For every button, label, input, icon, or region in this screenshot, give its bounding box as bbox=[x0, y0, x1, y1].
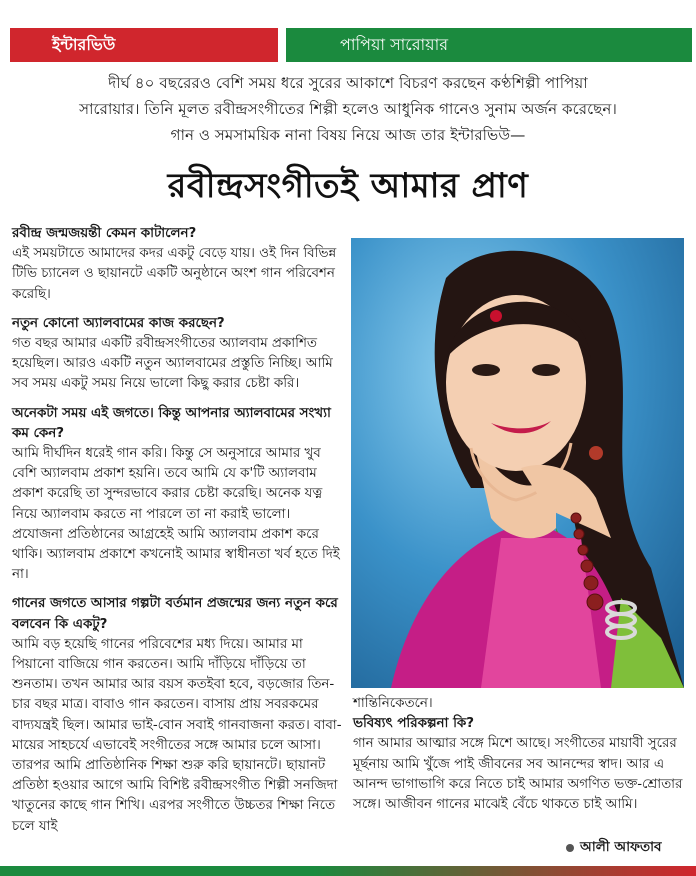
interview-column bbox=[12, 224, 344, 846]
question: ভবিষ্যৎ পরিকল্পনা কি? bbox=[353, 716, 475, 732]
intro-line: সারোয়ার। তিনি মূলত রবীন্দ্রসংগীতের শিল্পী হলেও আধুনিক গানেও সুনাম অর্জন করেছেন। bbox=[79, 100, 617, 118]
intro-paragraph bbox=[12, 70, 684, 148]
section-label: ইন্টারভিউ bbox=[10, 28, 278, 62]
question: গানের জগতে আসার গল্পটা বর্তমান প্রজন্মের জন্য নতুন করে বলবেন কি একটু? bbox=[12, 596, 338, 632]
intro-line: দীর্ঘ ৪০ বছরেরও বেশি সময় ধরে সুরের আকাশে বিচরণ করছেন কণ্ঠশিল্পী পাপিয়া bbox=[108, 74, 588, 92]
byline-name: আলী আফতাব bbox=[580, 839, 662, 855]
answer: আমি বড় হয়েছি গানের পরিবেশের মধ্য দিয়ে। আমার মা পিয়ানো বাজিয়ে গান করতেন। আমি দাঁড়িয়ে দাঁড়িয়ে তা শুনতাম। তখন আমার আর বয়স কতইবা হবে, বড়জোর তিন-চার বছর মাত্র। বাবাও গান করতেন। বাসায় প্রায় সবরকমের বাদ্যযন্ত্রই ছিল। আমার ভাই-বোন সবাই গানবাজনা করত। বাবা-মায়ের সাহচর্যে এভাবেই সংগীতের সঙ্গে আমার চলে আসা। তারপর আমি প্রাতিষ্ঠানিক শিক্ষা শুরু করি ছায়ানটে। ছায়ানট প্রতিষ্ঠা হওয়ার আগে আমি বিশিষ্ট রবীন্দ্রসংগীত শিল্পী সনজিদা খাতুনের কাছে গান শিখি। এরপর সংগীতে উচ্চতর শিক্ষা নিতে চলে যাই bbox=[12, 636, 342, 834]
headline: রবীন্দ্রসংগীতই আমার প্রাণ bbox=[167, 166, 529, 206]
author-label: পাপিয়া সারোয়ার bbox=[286, 28, 692, 62]
answer: গান আমার আত্মার সঙ্গে মিশে আছে। সংগীতের মায়াবী সুরের মূর্ছনায় আমি খুঁজে পাই জীবনের সব আনন্দের স্বাদ। আর এ আনন্দ ভাগাভাগি করে নিতে চাই আমার অগণিত ভক্ত-শ্রোতার সঙ্গে। আজীবন গানের মাঝেই বেঁচে থাকতে চাই আমি। bbox=[353, 736, 683, 813]
byline bbox=[566, 836, 662, 859]
answer: আমি দীর্ঘদিন ধরেই গান করি। কিন্তু সে অনুসারে আমার খুব বেশি অ্যালবাম প্রকাশ হয়নি। তবে আমি যে ক'টি অ্যালবাম প্রকাশ করেছি তা সুন্দরভাবে করার চেষ্টা করেছি। অনেক যত্ন নিয়ে অ্যালবাম করতে না পারলে তা না করাই ভালো। প্রযোজনা প্রতিষ্ঠানের আগ্রহেই আমি অ্যালবাম প্রকাশ করে থাকি। অ্যালবাম প্রকাশে কখনোই আমার স্বাধীনতা খর্ব হতে দিই না। bbox=[12, 446, 340, 583]
question: রবীন্দ্র জন্মজয়ন্তী কেমন কাটালেন? bbox=[12, 226, 197, 241]
intro-line: গান ও সমসাময়িক নানা বিষয় নিয়ে আজ তার ইন্টারভিউ— bbox=[170, 126, 526, 144]
continuation-text: শান্তিনিকেতনে। bbox=[353, 696, 433, 711]
question: অনেকটা সময় এই জগতে। কিন্তু আপনার অ্যালবামের সংখ্যা কম কেন? bbox=[12, 405, 331, 441]
interview-column-continued bbox=[353, 694, 683, 815]
question: নতুন কোনো অ্যালবামের কাজ করছেন? bbox=[12, 315, 225, 331]
footer-bar bbox=[0, 866, 696, 876]
singer-portrait-photo bbox=[351, 238, 684, 688]
portrait-illustration bbox=[351, 238, 684, 688]
bullet-icon bbox=[566, 844, 574, 852]
answer: গত বছর আমার একটি রবীন্দ্রসংগীতের অ্যালবাম প্রকাশিত হয়েছিল। আরও একটি নতুন অ্যালবামের প্রস্তুতি নিচ্ছি। আমি সব সময় একটু সময় নিয়ে ভালো কিছু করার চেষ্টা করি। bbox=[12, 336, 333, 392]
answer: এই সময়টাতে আমাদের কদর একটু বেড়ে যায়। ওই দিন বিভিন্ন টিভি চ্যানেল ও ছায়ানটে একটি অনুষ্ঠানে অংশ গান পরিবেশন করেছি। bbox=[12, 246, 337, 302]
header-bar bbox=[10, 28, 692, 62]
